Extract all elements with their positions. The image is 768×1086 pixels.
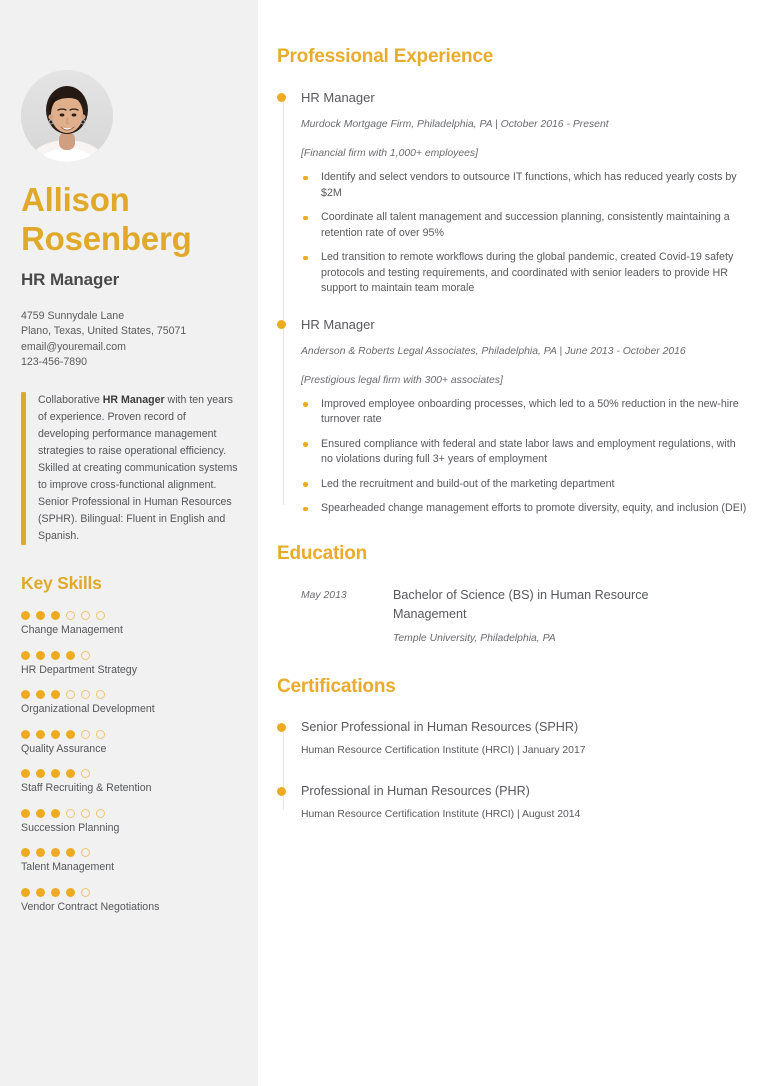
rating-dot-empty xyxy=(81,769,90,778)
skill-rating-dots xyxy=(21,848,238,857)
experience-title: HR Manager xyxy=(301,90,375,105)
experience-bullet: Spearheaded change management efforts to promote diversity, equity, and inclusion (DEI) xyxy=(301,501,750,517)
contact-city: Plano, Texas, United States, 75071 xyxy=(21,325,187,338)
skill-rating-dots xyxy=(21,730,238,739)
skill-label: Talent Management xyxy=(21,861,115,874)
rating-dot-empty xyxy=(96,730,105,739)
experience-bullet: Led transition to remote workflows during the global pandemic, created Covid-19 safety protocols and testing requirements, and coordinated with senior leaders to provide HR support to maintain team morale xyxy=(301,250,750,297)
rating-dot-empty xyxy=(66,809,75,818)
contact-street: 4759 Sunnydale Lane xyxy=(21,310,125,322)
skill-rating-dots xyxy=(21,651,238,660)
skill-rating-dots xyxy=(21,611,238,620)
certification-title: Professional in Human Resources (PHR) xyxy=(301,783,530,798)
contact-email[interactable]: email@youremail.com xyxy=(21,340,126,353)
experience-note: [Prestigious legal firm with 300+ associates] xyxy=(301,374,503,386)
rating-dot-filled xyxy=(36,730,45,739)
summary-text xyxy=(38,392,238,545)
rating-dot-filled xyxy=(66,848,75,857)
certification-title: Senior Professional in Human Resources (SPHR) xyxy=(301,719,579,734)
experience-meta: Anderson & Roberts Legal Associates, Philadelphia, PA | June 2013 - October 2016 xyxy=(301,345,686,357)
first-name: Allison xyxy=(21,181,130,218)
experience-bullet: Identify and select vendors to outsource IT functions, which has reduced yearly costs by $2M xyxy=(301,170,750,201)
rating-dot-filled xyxy=(21,651,30,660)
experience-title: HR Manager xyxy=(301,316,375,332)
education-body xyxy=(393,586,768,646)
skill-item xyxy=(21,888,238,915)
skill-rating-dots xyxy=(21,888,238,897)
rating-dot-filled xyxy=(21,848,30,857)
section-education xyxy=(277,543,768,646)
rating-dot-filled xyxy=(51,690,60,699)
timeline-dot-icon xyxy=(277,93,286,102)
summary-before: Collaborative xyxy=(38,394,103,407)
rating-dot-filled xyxy=(51,611,60,620)
skill-rating-dots xyxy=(21,690,238,699)
experience-bullet: Led the recruitment and build-out of the marketing department xyxy=(301,477,750,493)
rating-dot-filled xyxy=(21,769,30,778)
certification-entry xyxy=(277,783,768,822)
rating-dot-empty xyxy=(81,651,90,660)
rating-dot-filled xyxy=(51,651,60,660)
certifications-timeline xyxy=(277,719,768,822)
rating-dot-filled xyxy=(36,651,45,660)
skill-label: Vendor Contract Negotiations xyxy=(21,900,160,913)
skill-label: Succession Planning xyxy=(21,821,120,834)
rating-dot-filled xyxy=(21,809,30,818)
rating-dot-filled xyxy=(36,888,45,897)
rating-dot-filled xyxy=(51,730,60,739)
rating-dot-empty xyxy=(81,611,90,620)
skill-item xyxy=(21,690,238,717)
main-content xyxy=(258,0,768,1086)
education-entry xyxy=(277,586,768,646)
experience-bullet: Ensured compliance with federal and state labor laws and employment regulations, with no violations during full 3+ years of employment xyxy=(301,437,750,468)
experience-note: [Financial firm with 1,000+ employees] xyxy=(301,148,479,159)
certification-meta: Human Resource Certification Institute (HRCI) | January 2017 xyxy=(301,744,586,756)
skill-rating-dots xyxy=(21,769,238,778)
section-certifications xyxy=(277,676,768,822)
skill-label: HR Department Strategy xyxy=(21,663,137,676)
skill-label: Staff Recruiting & Retention xyxy=(21,782,152,795)
rating-dot-filled xyxy=(51,769,60,778)
rating-dot-empty xyxy=(81,690,90,699)
rating-dot-empty xyxy=(81,848,90,857)
rating-dot-filled xyxy=(21,730,30,739)
key-skills-heading: Key Skills xyxy=(21,573,102,594)
summary-bold: HR Manager xyxy=(102,394,165,407)
rating-dot-filled xyxy=(66,769,75,778)
rating-dot-filled xyxy=(51,809,60,818)
skill-item xyxy=(21,809,238,836)
rating-dot-empty xyxy=(66,611,75,620)
summary-accent-bar xyxy=(21,392,26,545)
timeline-dot-icon xyxy=(277,723,286,732)
education-school: Temple University, Philadelphia, PA xyxy=(393,632,556,644)
experience-meta: Murdock Mortgage Firm, Philadelphia, PA | October 2016 - Present xyxy=(301,119,609,130)
skill-item xyxy=(21,611,238,638)
rating-dot-filled xyxy=(21,690,30,699)
avatar xyxy=(21,70,113,162)
rating-dot-empty xyxy=(81,809,90,818)
rating-dot-filled xyxy=(36,809,45,818)
experience-bullet: Improved employee onboarding processes, which led to a 50% reduction in the new-hire turnover rate xyxy=(301,397,750,428)
education-degree: Bachelor of Science (BS) in Human Resource Management xyxy=(393,587,649,621)
rating-dot-empty xyxy=(96,611,105,620)
last-name: Rosenberg xyxy=(21,220,192,257)
experience-heading: Professional Experience xyxy=(277,46,494,67)
page-title xyxy=(21,180,238,258)
rating-dot-filled xyxy=(36,690,45,699)
experience-bullet: Coordinate all talent management and succession planning, consistently maintaining a retention rate of over 95% xyxy=(301,210,750,241)
rating-dot-filled xyxy=(21,888,30,897)
rating-dot-filled xyxy=(51,888,60,897)
skill-label: Quality Assurance xyxy=(21,742,107,755)
certifications-heading: Certifications xyxy=(277,675,396,697)
section-experience xyxy=(277,46,768,517)
certification-entry xyxy=(277,719,768,758)
rating-dot-filled xyxy=(66,730,75,739)
education-heading: Education xyxy=(277,542,368,564)
timeline-dot-icon xyxy=(277,787,286,796)
skill-item xyxy=(21,848,238,875)
skill-rating-dots xyxy=(21,809,238,818)
experience-timeline xyxy=(277,89,768,517)
skills-list xyxy=(21,611,238,915)
experience-bullets xyxy=(301,170,768,297)
experience-bullets xyxy=(301,397,768,517)
rating-dot-empty xyxy=(81,888,90,897)
experience-entry xyxy=(277,316,768,517)
contact-phone[interactable]: 123-456-7890 xyxy=(21,355,87,368)
rating-dot-filled xyxy=(66,888,75,897)
summary-after: with ten years of experience. Proven record of developing performance management strategies to raise operational efficiency. Skilled at creating communication systems to improve cross-functional alignment. Senior Professional in Human Resources (SPHR). Bilingual: Fluent in English and Spanish. xyxy=(38,394,238,543)
skill-item xyxy=(21,769,238,796)
rating-dot-filled xyxy=(36,769,45,778)
rating-dot-empty xyxy=(96,690,105,699)
education-date: May 2013 xyxy=(301,589,347,601)
rating-dot-filled xyxy=(36,848,45,857)
rating-dot-filled xyxy=(51,848,60,857)
experience-entry xyxy=(277,89,768,297)
skill-item xyxy=(21,730,238,757)
skill-item xyxy=(21,651,238,678)
certification-meta: Human Resource Certification Institute (HRCI) | August 2014 xyxy=(301,808,581,820)
timeline-dot-icon xyxy=(277,320,286,329)
rating-dot-filled xyxy=(36,611,45,620)
avatar-photo-icon xyxy=(21,70,113,162)
rating-dot-filled xyxy=(66,651,75,660)
rating-dot-filled xyxy=(21,611,30,620)
rating-dot-empty xyxy=(96,809,105,818)
rating-dot-empty xyxy=(81,730,90,739)
job-title: HR Manager xyxy=(21,270,120,289)
sidebar xyxy=(0,0,258,1086)
skill-label: Organizational Development xyxy=(21,703,155,716)
summary-block xyxy=(21,392,238,545)
skill-label: Change Management xyxy=(21,624,123,637)
rating-dot-empty xyxy=(66,690,75,699)
contact-block xyxy=(21,309,238,370)
